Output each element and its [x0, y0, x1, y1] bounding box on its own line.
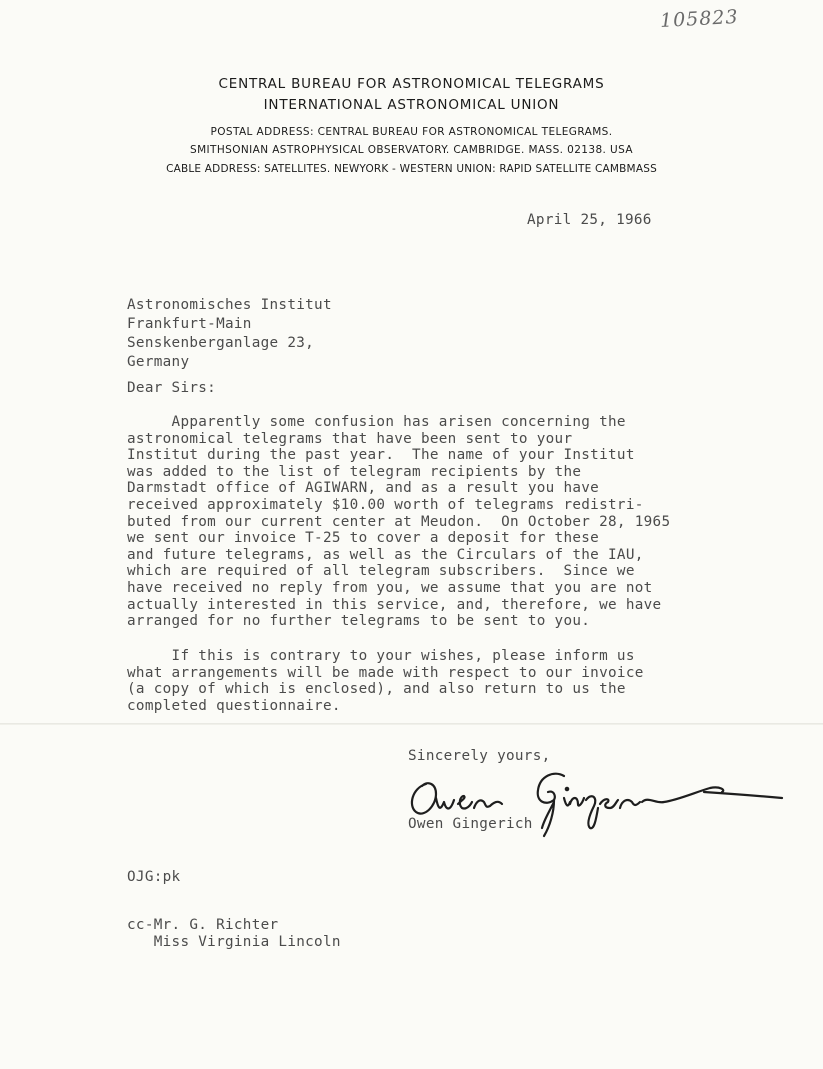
carbon-copy-list	[127, 917, 341, 951]
text-line: Apparently some confusion has arisen concerning the	[127, 414, 626, 430]
signer-name: Owen Gingerich	[408, 816, 533, 832]
text-line: astronomical telegrams that have been sent to your	[127, 430, 573, 447]
cc-line: cc-Mr. G. Richter	[127, 917, 279, 933]
text-line: Institut during the past year. The name of your Institut	[127, 447, 635, 464]
body-paragraph-1	[127, 414, 670, 630]
address-line: Germany	[127, 354, 190, 370]
letterhead-postal-address-line2: SMITHSONIAN ASTROPHYSICAL OBSERVATORY. CAMBRIDGE. MASS. 02138. USA	[190, 144, 633, 156]
text-line: completed questionnaire.	[127, 697, 341, 714]
closing: Sincerely yours,	[408, 748, 551, 764]
reference-initials: OJG:pk	[127, 869, 181, 885]
cc-line: Miss Virginia Lincoln	[127, 934, 341, 950]
text-line: If this is contrary to your wishes, please inform us	[127, 648, 635, 664]
text-line: actually interested in this service, and, therefore, we have	[127, 596, 662, 613]
text-line: we sent our invoice T-25 to cover a deposit for these	[127, 530, 600, 547]
text-line: which are required of all telegram subscribers. Since we	[127, 563, 635, 580]
letterhead-cable-address: CABLE ADDRESS: SATELLITES. NEWYORK - WESTERN UNION: RAPID SATELLITE CAMBMASS	[166, 163, 657, 175]
text-line: buted from our current center at Meudon. On October 28, 1965	[127, 513, 671, 530]
handwritten-archive-number: 105823	[659, 5, 740, 33]
letterhead-title: CENTRAL BUREAU FOR ASTRONOMICAL TELEGRAMS	[218, 76, 605, 92]
text-line: received approximately $10.00 worth of telegrams redistri-	[127, 496, 644, 513]
salutation: Dear Sirs:	[127, 380, 217, 396]
address-line: Frankfurt-Main	[127, 316, 252, 332]
paper-fold-line	[0, 723, 823, 725]
address-line: Senskenberganlage 23,	[127, 335, 315, 351]
letterhead-subtitle: INTERNATIONAL ASTRONOMICAL UNION	[263, 97, 560, 113]
letter-date: April 25, 1966	[527, 212, 652, 228]
text-line: and future telegrams, as well as the Circulars of the IAU,	[127, 546, 644, 563]
letterhead-postal-address: POSTAL ADDRESS: CENTRAL BUREAU FOR ASTRONOMICAL TELEGRAMS.	[210, 126, 613, 138]
body-paragraph-2	[127, 648, 644, 714]
text-line: what arrangements will be made with respect to our invoice	[127, 664, 644, 681]
recipient-address	[127, 296, 332, 372]
handwritten-signature	[404, 762, 794, 847]
address-line: Astronomisches Institut	[127, 297, 332, 313]
text-line: was added to the list of telegram recipients by the	[127, 463, 582, 480]
text-line: (a copy of which is enclosed), and also return to us the	[127, 681, 626, 698]
text-line: arranged for no further telegrams to be sent to you.	[127, 613, 591, 630]
text-line: Darmstadt office of AGIWARN, and as a result you have	[127, 480, 600, 497]
text-line: have received no reply from you, we assume that you are not	[127, 579, 653, 596]
